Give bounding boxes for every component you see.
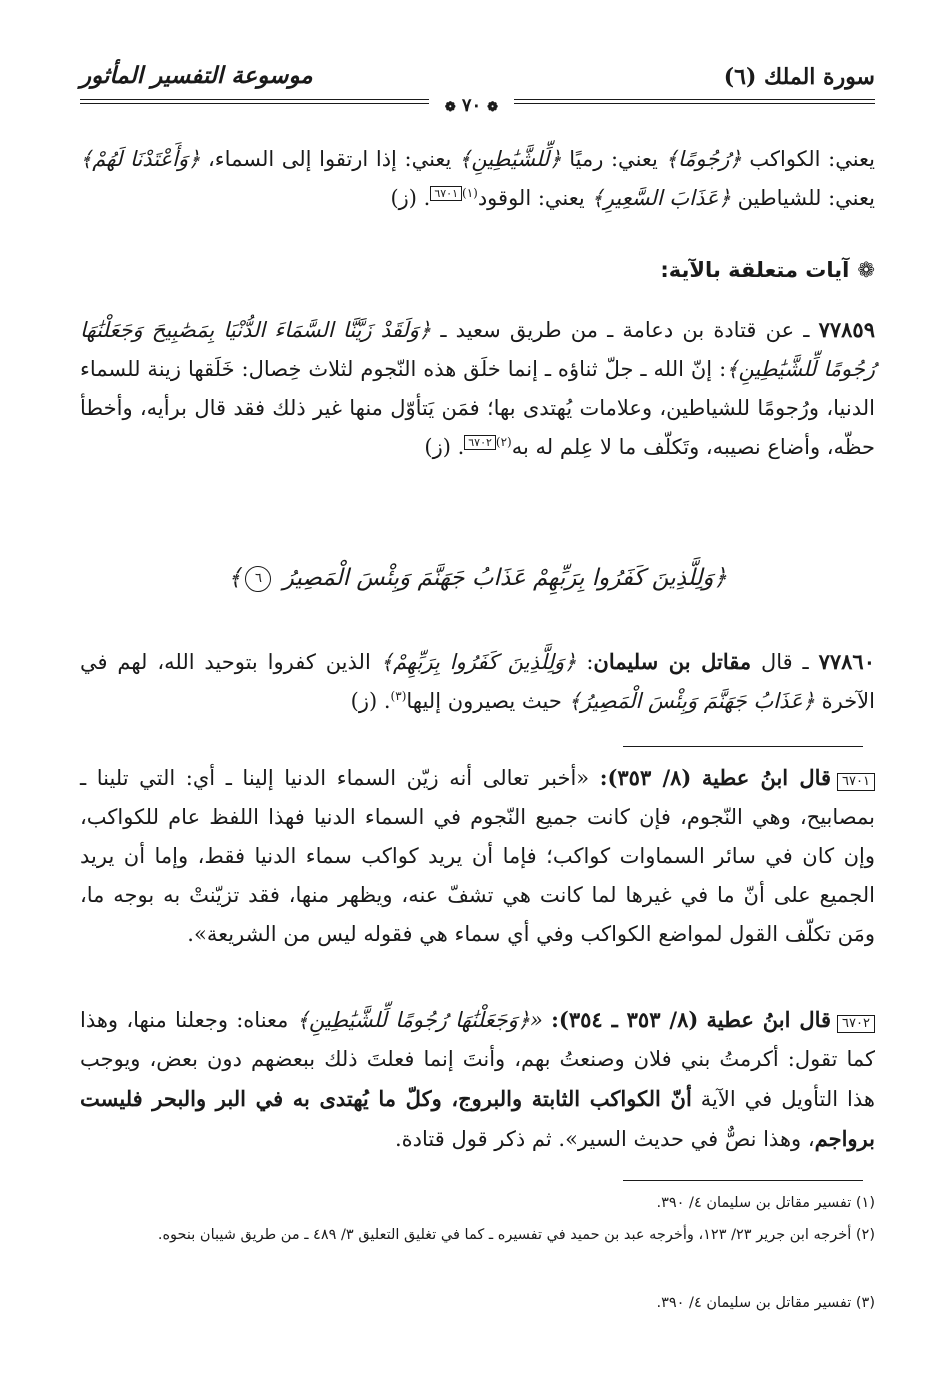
footnote-separator: [623, 1180, 863, 1181]
footnote-marker: (١): [462, 186, 478, 200]
hadith-number: ٧٧٨٥٩: [818, 317, 875, 342]
ornament-icon: ❁: [487, 100, 499, 115]
quran-verse: ﴿وَلِلَّذِينَ كَفَرُوا بِرَبِّهِمْ عَذَابُ جَهَنَّمَ وَبِئْسَ الْمَصِيرُ ٦﴾: [228, 565, 727, 591]
ornament-icon: ❁: [444, 100, 456, 115]
running-header: [80, 58, 875, 98]
hadith-77859: ٧٧٨٥٩ ـ عن قتادة بن دعامة ـ من طريق سعيد ـ ﴿وَلَقَدْ زَيَّنَّا السَّمَاءَ الدُّنْيَا بِمَصَٰبِيحَ وَجَعَلْنَٰهَا رُجُومًا لِّلشَّيَٰطِينِ﴾: إنّ الله ـ جلّ ثناؤه ـ إنما خلَق هذه النّجوم لثلاث خِصال: خَلَقها زينة للسماء الدنيا، ورُجومًا للشياطين، وعلامات يُهتدى بها؛ فمَن يَتأوّل منها غير ذلك فقد قال برأيه، وأخطأ حظّه، وأضاع نصيبه، وتَكلّف ما لا عِلم له به$^{(٢)}$٦٧٠٢. (ز): [80, 317, 876, 459]
footnote-marker: (٢): [495, 435, 512, 449]
note-author: قال ابنُ عطية: [701, 765, 832, 790]
notes-separator: [623, 746, 863, 747]
verse-number: ٦: [245, 566, 271, 592]
book-title: موسوعة التفسير المأثور: [80, 62, 313, 89]
commentary-ref: ٦٧٠٢: [464, 435, 496, 450]
note-box: ٦٧٠١: [837, 773, 875, 791]
footnote-2: (٢) أخرجه ابن جرير ٢٣/ ١٢٣، وأخرجه عبد بن حميد في تفسيره ـ كما في تغليق التعليق ٣/ ٤٨٩ ـ من طريق شيبان بنحوه.: [157, 1227, 875, 1243]
footnote-3: (٣) تفسير مقاتل بن سليمان ٤/ ٣٩٠.: [656, 1295, 875, 1311]
commentary-ref: ٦٧٠١: [430, 186, 462, 201]
section-title: ❁آيات متعلقة بالآية:: [660, 258, 875, 282]
flower-icon: ❁: [857, 258, 875, 282]
surah-title: سورة الملك (٦): [723, 64, 875, 90]
note-box: ٦٧٠٢: [837, 1015, 875, 1033]
speaker-name: مقاتل بن سليمان: [593, 649, 752, 674]
note-author: قال ابنُ عطية: [706, 1007, 832, 1032]
page-number: ❁٧٠❁: [429, 95, 514, 116]
footnote-marker: (٣): [390, 689, 407, 703]
commentary-note-6702: ٦٧٠٢قال ابنُ عطية (٨/ ٣٥٣ ـ ٣٥٤): «﴿وَجَعَلْنَٰهَا رُجُومًا لِّلشَّيَٰطِينِ﴾ معناه: وجعلنا منها، وهذا كما تقول: أكرمتُ بني فلان وصنعتُ بهم، وأنتَ إنما فعلتَ ذلك ببعضهم دون بعض، ويوجب هذا التأويل في الآية أنّ الكواكب الثابتة والبروج، وكلّ ما يُهتدى به في البر والبحر فليست بروا‌جم، وهذا نصٌّ في حديث السير». ثم ذكر قول قتادة.: [80, 1007, 875, 1151]
intro-paragraph: يعني: الكواكب ﴿رُجُومًا﴾ يعني: رميًا ﴿لِّلشَّيَٰطِينِ﴾ يعني: إذا ارتقوا إلى السماء، ﴿وَأَعْتَدْنَا لَهُمْ﴾ يعني: للشياطين ﴿عَذَابَ السَّعِيرِ﴾ يعني: الوقود$^{(١)}$٦٧٠١. (ز): [80, 147, 876, 210]
commentary-note-6701: ٦٧٠١قال ابنُ عطية (٨/ ٣٥٣): «أخبر تعالى أنه زيّن السماء الدنيا إلينا ـ أي: التي تلينا ـ بمصابيح، وهي النّجوم، فإن كانت جميع النّجوم في السماء الدنيا فهذا اللفظ عام للكواكب، وإن كان في سائر السماوات كواكب؛ فإما أن يريد كواكب سماء الدنيا فقط، وإما أن يريد الجميع على أنّ ما في غيرها لما كانت هي تشفّ عنه، ويظهر منها، فقد تزيّنتْ به بوجه ما، ومَن تكلّف القول لمواضع الكواكب وفي أي سماء هي فقوله ليس من الشريعة».: [80, 765, 875, 946]
hadith-77860: ٧٧٨٦٠ ـ قال مقاتل بن سليمان: ﴿وَلِلَّذِينَ كَفَرُوا بِرَبِّهِمْ﴾ الذين كفروا بتوحيد الله، لهم في الآخرة ﴿عَذَابُ جَهَنَّمَ وَبِئْسَ الْمَصِيرُ﴾ حيث يصيرون إليها$^{(٣)}$. (ز): [80, 649, 875, 713]
footnote-1: (١) تفسير مقاتل بن سليمان ٤/ ٣٩٠.: [656, 1195, 875, 1211]
hadith-number: ٧٧٨٦٠: [818, 649, 875, 674]
